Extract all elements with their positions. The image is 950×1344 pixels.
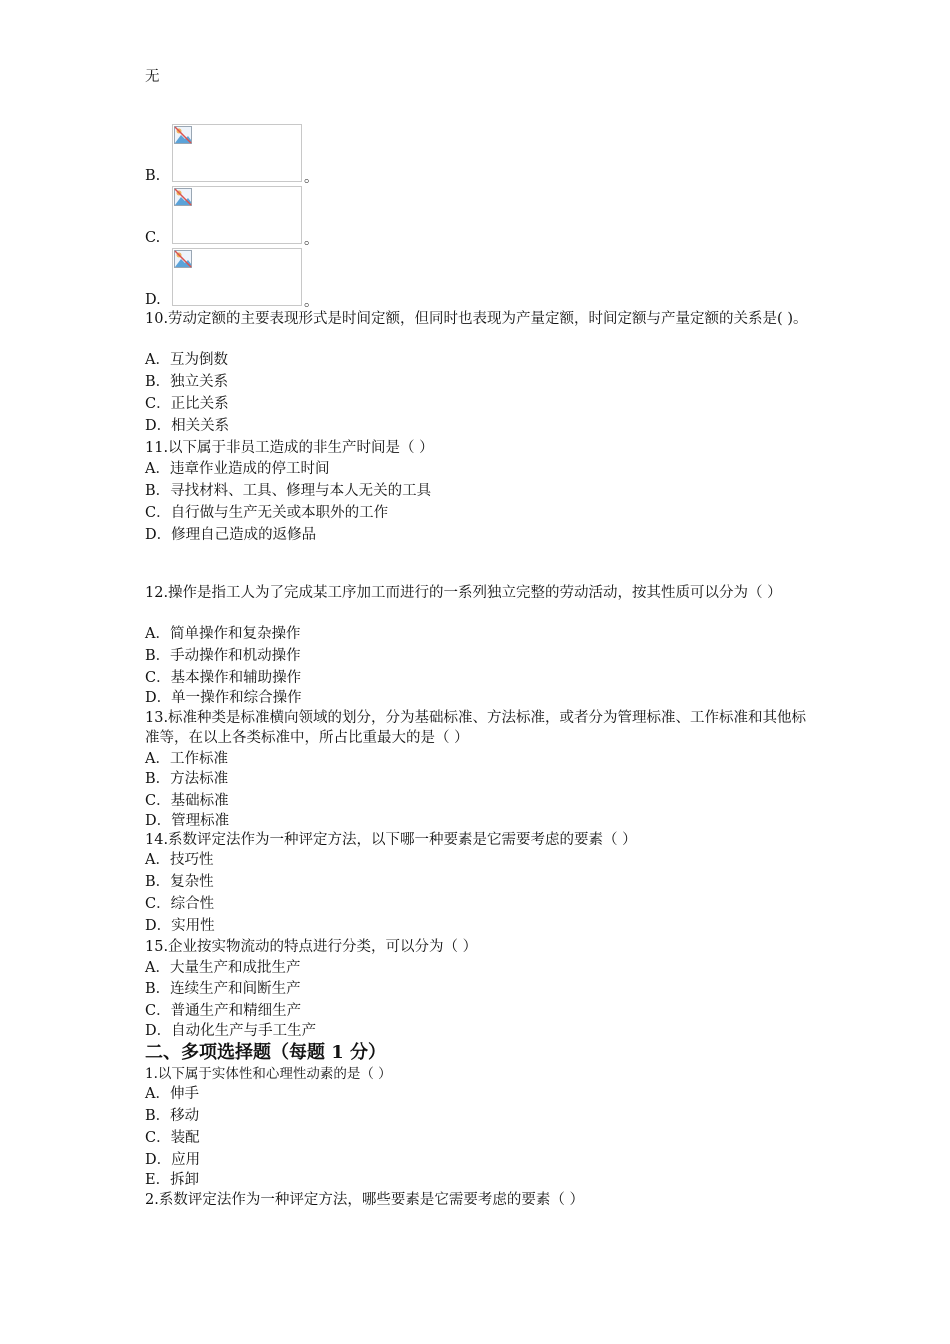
question-12-option-a: A．简单操作和复杂操作 xyxy=(145,626,301,642)
broken-image-placeholder xyxy=(172,248,302,306)
question-14-option-a: A．技巧性 xyxy=(145,852,214,868)
option-suffix: 。 xyxy=(304,294,319,310)
broken-image-placeholder xyxy=(172,124,302,182)
question-12-option-b: B．手动操作和机动操作 xyxy=(145,648,301,664)
question-10-option-d: D．相关关系 xyxy=(145,418,230,434)
question-12-stem: 12.操作是指工人为了完成某工序加工而进行的一系列独立完整的劳动活动，按其性质可以分为（ ） xyxy=(145,585,782,601)
option-label: C. xyxy=(145,230,161,246)
option-suffix: 。 xyxy=(304,170,319,186)
question-15-option-a: A．大量生产和成批生产 xyxy=(145,960,301,976)
question-14-option-b: B．复杂性 xyxy=(145,874,214,890)
broken-image-icon xyxy=(174,126,192,144)
question-12-option-c: C．基本操作和辅助操作 xyxy=(145,670,302,686)
question-15-stem: 15.企业按实物流动的特点进行分类，可以分为（ ） xyxy=(145,939,478,955)
question-14-option-d: D．实用性 xyxy=(145,918,215,934)
multi-question-1-stem: 1.以下属于实体性和心理性动素的是（ ） xyxy=(145,1066,392,1082)
section-2-heading: 二、多项选择题（每题 1 分） xyxy=(145,1042,387,1063)
multi-question-2-stem: 2.系数评定法作为一种评定方法，哪些要素是它需要考虑的要素（ ） xyxy=(145,1192,584,1208)
multi-question-1-option-a: A．伸手 xyxy=(145,1086,199,1102)
question-13-option-a: A．工作标准 xyxy=(145,751,228,767)
question-11-stem: 11.以下属于非员工造成的非生产时间是（ ） xyxy=(145,440,434,456)
multi-question-1-option-e: E．拆卸 xyxy=(145,1172,200,1188)
question-15-option-b: B．连续生产和间断生产 xyxy=(145,981,301,997)
question-10-option-b: B．独立关系 xyxy=(145,374,229,390)
question-13-option-c: C．基础标准 xyxy=(145,793,229,809)
option-label: D. xyxy=(145,292,161,308)
multi-question-1-option-b: B．移动 xyxy=(145,1108,200,1124)
question-11-option-c: C．自行做与生产无关或本职外的工作 xyxy=(145,505,389,521)
question-15-option-c: C．普通生产和精细生产 xyxy=(145,1003,302,1019)
question-13-stem: 13.标准种类是标准横向领域的划分，分为基础标准、方法标准，或者分为管理标准、工作标准和其他标准等，在以上各类标准中，所占比重最大的是（ ） xyxy=(145,710,807,746)
question-11-option-a: A．违章作业造成的停工时间 xyxy=(145,461,330,477)
option-label: B. xyxy=(145,168,161,184)
broken-image-placeholder xyxy=(172,186,302,244)
question-15-option-d: D．自动化生产与手工生产 xyxy=(145,1023,317,1039)
broken-image-icon xyxy=(174,250,192,268)
option-suffix: 。 xyxy=(304,232,319,248)
multi-question-1-option-c: C．装配 xyxy=(145,1130,200,1146)
question-10-stem: 10.劳动定额的主要表现形式是时间定额，但同时也表现为产量定额，时间定额与产量定额的关系是( )。 xyxy=(145,311,808,327)
question-10-option-c: C．正比关系 xyxy=(145,396,229,412)
question-13-option-d: D．管理标准 xyxy=(145,813,230,829)
top-text: 无 xyxy=(145,69,160,85)
question-11-option-b: B．寻找材料、工具、修理与本人无关的工具 xyxy=(145,483,432,499)
question-13-option-b: B．方法标准 xyxy=(145,771,229,787)
question-14-stem: 14.系数评定法作为一种评定方法，以下哪一种要素是它需要考虑的要素（ ） xyxy=(145,832,637,848)
question-12-option-d: D．单一操作和综合操作 xyxy=(145,690,302,706)
multi-question-1-option-d: D．应用 xyxy=(145,1152,201,1168)
question-14-option-c: C．综合性 xyxy=(145,896,215,912)
question-11-option-d: D．修理自己造成的返修品 xyxy=(145,527,317,543)
broken-image-icon xyxy=(174,188,192,206)
question-10-option-a: A．互为倒数 xyxy=(145,352,228,368)
